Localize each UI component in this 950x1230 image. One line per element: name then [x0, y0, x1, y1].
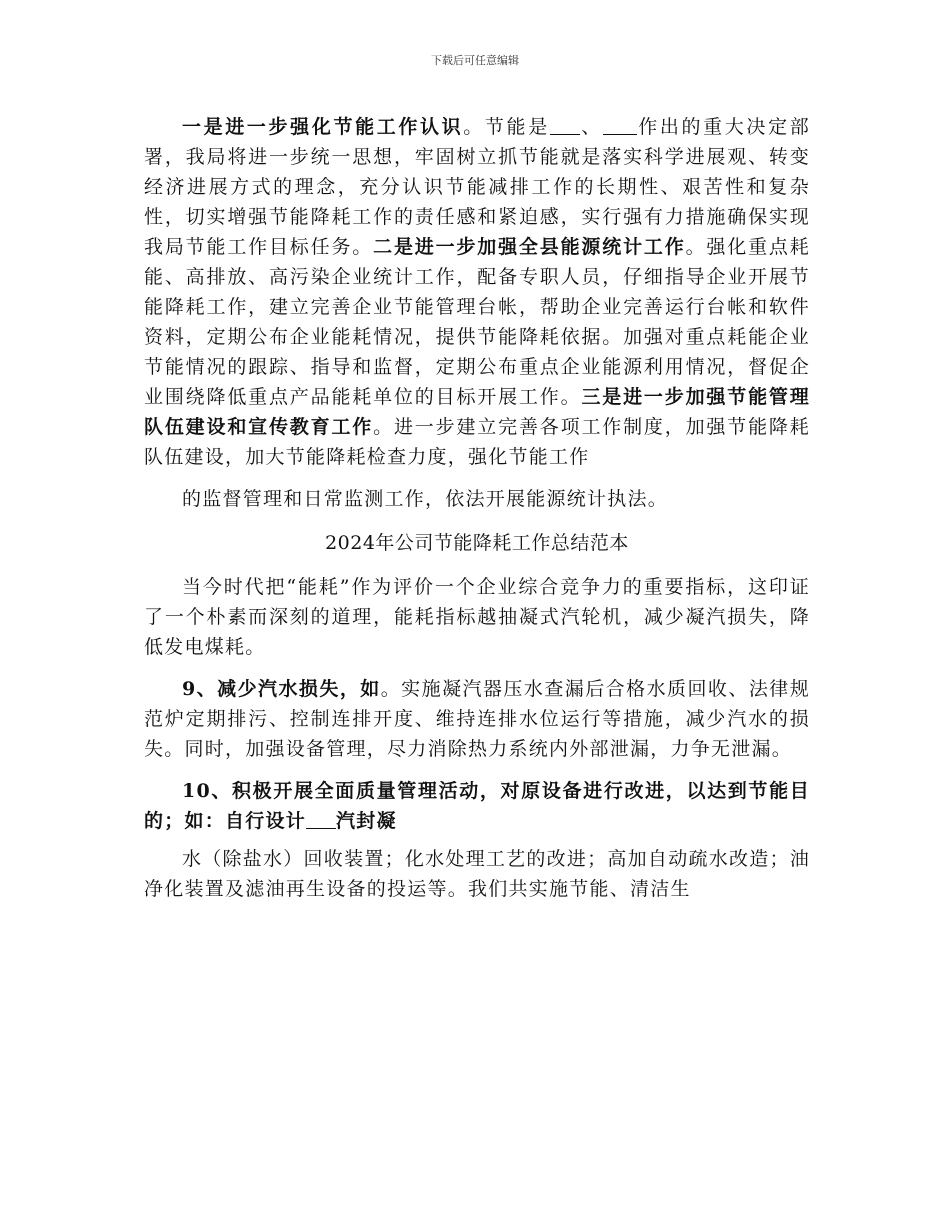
paragraph-item-10-detail: 水（除盐水）回收装置；化水处理工艺的改进；高加自动疏水改造；油净化装置及滤油再生设备的投运等。我们共实施节能、清洁生 [144, 848, 810, 900]
bold-point-three: 三是进一步加强节能管理队伍建设和宣传教育工作 [144, 386, 810, 438]
item-10-heading: 10、积极开展全面质量管理活动，对原设备进行改进，以达到节能目的；如：自行设计 [144, 780, 810, 832]
text-segment: 、 [579, 116, 603, 138]
paragraph-continuation: 的监督管理和日常监测工作，依法开展能源统计执法。 [182, 488, 669, 510]
section-title: 2024年公司节能降耗工作总结范本 [325, 532, 629, 554]
paragraph-item-10 [144, 776, 810, 836]
fill-blank [603, 116, 637, 135]
bold-point-two: 二是进一步加强全县能源统计工作 [373, 236, 686, 258]
paragraph-item-9 [144, 674, 810, 764]
text-segment: 。实施凝汽器压水查漏后合格水质回收、法律规范炉定期排污、控制连排开度、维持连排水位运行等措施，减少汽水的损失。同时，加强设备管理，尽力消除热力系统内外部泄漏，力争无泄漏。 [144, 678, 810, 760]
page-header: 下载后可任意编辑 [431, 54, 519, 67]
fill-blank [306, 810, 336, 829]
text-segment: 作出的重大决定部署，我局将进一步统一思想，牢固树立抓节能就是落实科学进展观、转变经济进展方式的理念，充分认识节能减排工作的长期性、艰苦性和复杂性，切实增强节能降耗工作的责任感和紧迫感，实行强有力措施确保实现我局节能工作目标任务。 [144, 116, 810, 258]
bold-point-one: 一是进一步强化节能工作认识 [182, 116, 464, 138]
fill-blank [550, 116, 580, 135]
document-body [144, 112, 810, 916]
text-segment: 。强化重点耗能、高排放、高污染企业统计工作，配备专职人员，仔细指导企业开展节能降耗工作，建立完善企业节能管理台帐，帮助企业完善运行台帐和软件资料，定期公布企业能耗情况，提供节能降耗依据。加强对重点耗能企业节能情况的跟踪、指导和监督，定期公布重点企业能源利用情况，督促企业围绕降低重点产品能耗单位的目标开展工作。 [144, 236, 810, 408]
paragraph-work-plan [144, 112, 810, 472]
text-segment: 。进一步建立完善各项工作制度，加强节能降耗队伍建设，加大节能降耗检查力度，强化节能工作 [144, 416, 810, 468]
text-segment: 。节能是 [463, 116, 550, 138]
item-9-heading: 9、减少汽水损失，如 [182, 678, 381, 700]
paragraph-intro: 当今时代把“能耗”作为评价一个企业综合竞争力的重要指标，这印证了一个朴素而深刻的道理，能耗指标越抽凝式汽轮机，减少凝汽损失，降低发电煤耗。 [144, 576, 810, 658]
item-10-heading-end: 汽封凝 [336, 810, 397, 832]
